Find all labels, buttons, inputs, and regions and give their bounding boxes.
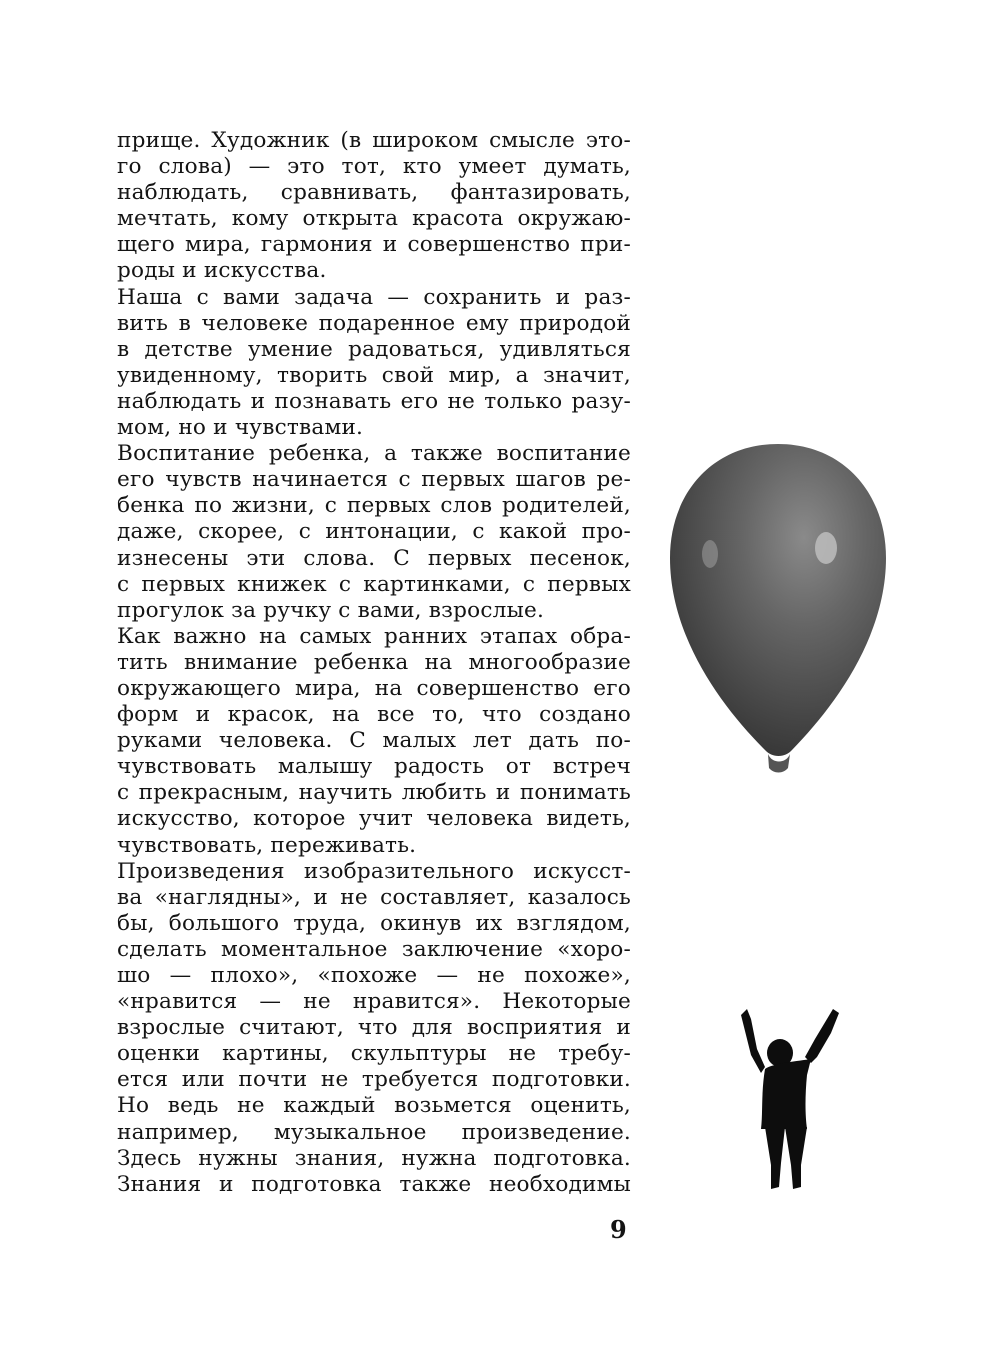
text-line: наблюдать и познавать его не только разу- (117, 388, 631, 414)
text-line: оценки картины, скульптуры не требу- (117, 1041, 631, 1067)
text-line: го слова) — это тот, кто умеет думать, (117, 154, 631, 180)
text-line: «нравится — не нравится». Некоторые (117, 989, 631, 1015)
text-line: Произведения изобразительного искусст- (117, 858, 631, 884)
text-line: вить в человеке подаренное ему природой (117, 310, 631, 336)
text-line: Как важно на самых ранних этапах обра- (117, 623, 631, 649)
text-line: сделать моментальное заключение «хоро- (117, 936, 631, 962)
text-line: с прекрасным, научить любить и понимать (117, 780, 631, 806)
text-line: мом, но и чувствами. (117, 415, 364, 441)
text-line: мечтать, кому открыта красота окружаю- (117, 206, 631, 232)
text-line: искусство, которое учит человека видеть, (117, 806, 631, 832)
text-line: прогулок за ручку с вами, взрослые. (117, 597, 545, 623)
text-line: Наша с вами задача — сохранить и раз- (117, 284, 631, 310)
text-line: шо — плохо», «похоже — не похоже», (117, 963, 631, 988)
text-line: наблюдать, сравнивать, фантазировать, (117, 180, 631, 206)
text-line: форм и красок, на все то, что создано (117, 702, 631, 728)
body-text (117, 128, 631, 1198)
text-line: в детстве умение радоваться, удивляться (117, 336, 631, 362)
text-line: чувствовать малышу радость от встреч (117, 754, 631, 780)
text-line: с первых книжек с картинками, с первых (117, 571, 631, 597)
text-line: Знания и подготовка также необходимы (117, 1171, 631, 1197)
text-line: его чувств начинается с первых шагов ре- (117, 467, 631, 493)
text-line: щего мира, гармония и совершенство при- (117, 232, 631, 258)
text-line: взрослые считают, что для восприятия и (117, 1015, 631, 1041)
page-number: 9 (610, 1215, 627, 1244)
text-line: прище. Художник (в широком смысле это- (117, 128, 631, 153)
text-line: роды и искусства. (117, 258, 327, 284)
text-line: руками человека. С малых лет дать по- (117, 728, 631, 754)
text-line: Здесь нужны знания, нужна подготовка. (117, 1145, 631, 1171)
text-line: Воспитание ребенка, а также воспитание (117, 441, 631, 467)
balloon-illustration (668, 438, 888, 778)
text-line: изнесены эти слова. С первых песенок, (117, 545, 631, 571)
text-line: ва «наглядны», и не составляет, казалось (117, 884, 631, 910)
text-line: тить внимание ребенка на многообразие (117, 649, 631, 675)
child-silhouette-illustration (735, 1005, 845, 1195)
text-line: окружающего мира, на совершенство его (117, 675, 631, 701)
text-line: например, музыкальное произведение. (117, 1119, 631, 1145)
text-line: бы, большого труда, окинув их взглядом, (117, 910, 631, 936)
text-line: ется или почти не требуется подготовки. (117, 1067, 631, 1093)
text-line: чувствовать, переживать. (117, 832, 417, 858)
text-line: бенка по жизни, с первых слов родителей, (117, 493, 631, 519)
text-line: Но ведь не каждый возьмется оценить, (117, 1093, 631, 1119)
text-line: даже, скорее, с интонации, с какой про- (117, 519, 631, 545)
text-line: увиденному, творить свой мир, а значит, (117, 362, 631, 388)
